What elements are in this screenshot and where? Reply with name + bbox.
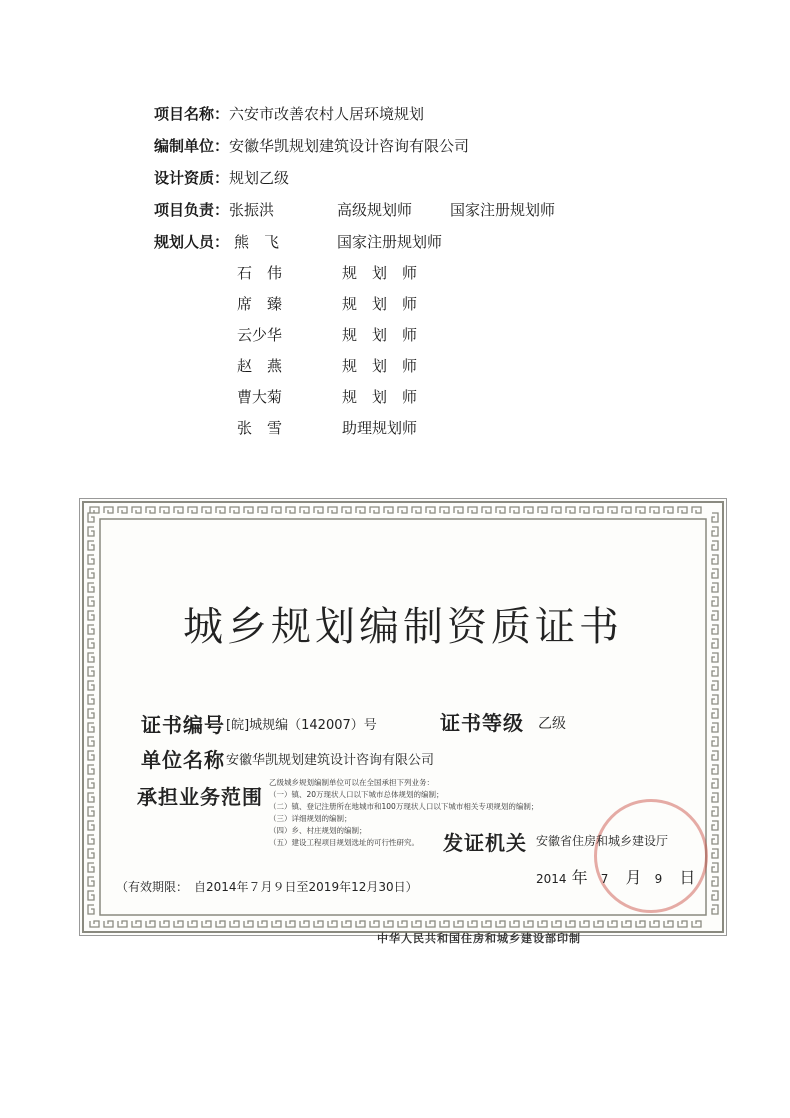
- staff-title: 规 划 师: [342, 357, 418, 375]
- staff-name: 熊 飞: [234, 233, 280, 251]
- staff-row: [154, 293, 454, 315]
- staff-label: 规划人员：: [154, 233, 230, 251]
- issue-year-char: 年: [571, 868, 588, 887]
- issue-year: 2014: [536, 872, 567, 886]
- official-seal: [594, 799, 708, 913]
- staff-name: 赵 燕: [237, 357, 283, 375]
- certificate: [79, 498, 727, 936]
- qualification-row: [154, 167, 289, 189]
- validity-period: （有效期限： 自2014年７月９日至2019年12月30日）: [116, 880, 418, 894]
- cert-grade-label: 证书等级: [440, 711, 524, 735]
- issue-date: [536, 865, 695, 888]
- staff-row: [154, 262, 454, 284]
- cert-number-value: [皖]城规编（142007）号: [226, 718, 377, 733]
- scope-line: （二）镇、登记注册所在地城市和100万现状人口以下城市相关专项规划的编制；: [269, 802, 539, 811]
- cert-grade-value: 乙级: [538, 716, 566, 732]
- scope-line: （三）详细规划的编制；: [269, 814, 352, 823]
- cert-number-label: 证书编号: [141, 713, 225, 737]
- project-name: 六安市改善农村人居环境规划: [229, 105, 425, 123]
- staff-row: [154, 231, 454, 253]
- certificate-title: 城乡规划编制资质证书: [183, 604, 623, 650]
- issuer-label: 发证机关: [443, 831, 527, 855]
- cert-unit-label: 单位名称: [141, 748, 225, 772]
- staff-row: [154, 417, 454, 439]
- printer-note: 中华人民共和国住房和城乡建设部印制: [377, 932, 581, 945]
- staff-row: [154, 386, 454, 408]
- unit-name: 安徽华凯规划建筑设计咨询有限公司: [229, 137, 470, 155]
- cert-unit-value: 安徽华凯规划建筑设计咨询有限公司: [226, 753, 435, 768]
- leader-row: [154, 199, 634, 221]
- issue-month: 7: [600, 872, 609, 886]
- qualification-value: 规划乙级: [229, 169, 290, 187]
- cert-scope-label: 承担业务范围: [137, 785, 263, 809]
- qualification-label: 设计资质：: [154, 169, 230, 187]
- project-name-row: [154, 103, 424, 125]
- unit-row: [154, 135, 469, 157]
- staff-name: 席 臻: [237, 295, 283, 313]
- unit-label: 编制单位：: [154, 137, 230, 155]
- staff-name: 云少华: [237, 326, 283, 344]
- staff-row: [154, 355, 454, 377]
- leader-label: 项目负责：: [154, 201, 230, 219]
- staff-name: 曹大菊: [237, 388, 283, 406]
- issuer-value: 安徽省住房和城乡建设厅: [536, 834, 669, 848]
- staff-title: 规 划 师: [342, 326, 418, 344]
- scope-line: （五）建设工程项目规划选址的可行性研究。: [269, 838, 419, 847]
- leader-title-senior: 高级规划师: [337, 201, 413, 219]
- staff-title: 助理规划师: [342, 419, 418, 437]
- leader-name: 张振洪: [229, 201, 275, 219]
- staff-name: 石 伟: [237, 264, 283, 282]
- project-name-label: 项目名称：: [154, 105, 230, 123]
- staff-title: 规 划 师: [342, 264, 418, 282]
- staff-title: 规 划 师: [342, 295, 418, 313]
- issue-day: 9: [654, 872, 663, 886]
- staff-row: [154, 324, 454, 346]
- staff-title: 国家注册规划师: [337, 233, 443, 251]
- leader-title-registered: 国家注册规划师: [450, 201, 556, 219]
- scope-line: 乙级城乡规划编制单位可以在全国承担下列业务：: [269, 778, 434, 787]
- staff-name: 张 雪: [237, 419, 283, 437]
- issue-month-char: 月: [625, 868, 642, 887]
- staff-title: 规 划 师: [342, 388, 418, 406]
- scope-line: （一）镇、20万现状人口以下城市总体规划的编制；: [269, 790, 444, 799]
- scope-line: （四）乡、村庄规划的编制；: [269, 826, 367, 835]
- issue-day-char: 日: [679, 868, 696, 887]
